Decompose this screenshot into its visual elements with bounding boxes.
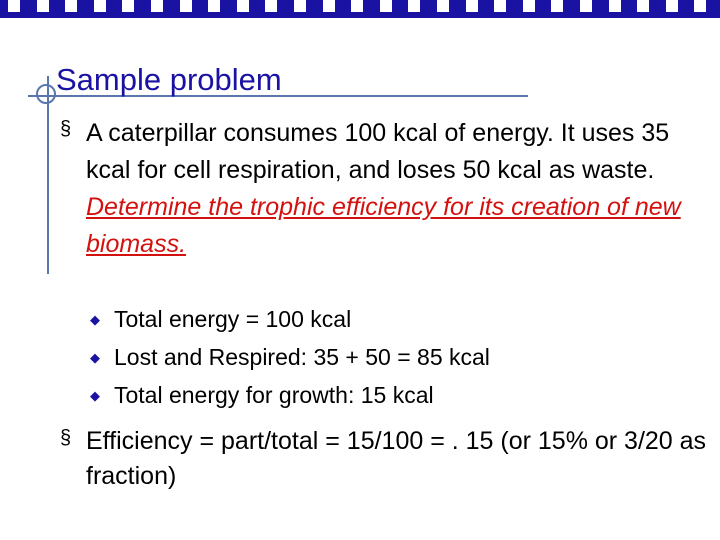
top-bar-square [551, 0, 563, 12]
square-bullet-icon: § [60, 118, 72, 140]
top-bar-square [666, 0, 678, 12]
bullet-1-text: A caterpillar consumes 100 kcal of energy. It uses 35 kcal for cell respiration, and loses 50 kcal as waste. [86, 119, 670, 184]
sub-item-1-text: Total energy = 100 kcal [114, 306, 352, 332]
slide-title: Sample problem [56, 62, 282, 97]
top-bar-square [265, 0, 277, 12]
sub-item-2 [90, 343, 490, 372]
top-bar-square [637, 0, 649, 12]
bullet-1-text-block [86, 115, 710, 263]
top-bar-square [208, 0, 220, 12]
top-bar-square [408, 0, 420, 12]
square-bullet-icon: § [60, 427, 72, 449]
top-bar-square [694, 0, 706, 12]
sub-item-2-text: Lost and Respired: 35 + 50 = 85 kcal [114, 344, 490, 370]
sub-item-1 [90, 305, 351, 334]
diamond-bullet-icon: ◆ [90, 350, 100, 365]
bullet-item-2 [60, 424, 710, 494]
top-bar-square [523, 0, 535, 12]
top-bar-square [180, 0, 192, 12]
sub-item-3 [90, 381, 434, 410]
bullet-item-1 [60, 115, 710, 263]
vertical-guide-line [47, 76, 49, 274]
diamond-bullet-icon: ◆ [90, 312, 100, 327]
bullet-2-text: Efficiency = part/total = 15/100 = . 15 (or 15% or 3/20 as fraction) [86, 427, 707, 490]
top-bar-square [437, 0, 449, 12]
top-bar-square [37, 0, 49, 12]
bullet-1-highlight: Determine the trophic efficiency for its creation of new biomass. [86, 193, 681, 258]
top-bar-square [94, 0, 106, 12]
top-bar-square [151, 0, 163, 12]
top-bar-square [8, 0, 20, 12]
top-bar-square [294, 0, 306, 12]
top-bar-square [351, 0, 363, 12]
top-bar-square [323, 0, 335, 12]
crosshair-circle [36, 84, 56, 104]
top-bar-square [122, 0, 134, 12]
top-bar-square [65, 0, 77, 12]
top-bar-square [380, 0, 392, 12]
diamond-bullet-icon: ◆ [90, 388, 100, 403]
top-decorative-bar [0, 0, 720, 18]
top-bar-square [580, 0, 592, 12]
top-bar-square [466, 0, 478, 12]
top-bar-square [237, 0, 249, 12]
top-bar-square [494, 0, 506, 12]
sub-item-3-text: Total energy for growth: 15 kcal [114, 382, 434, 408]
top-bar-square [609, 0, 621, 12]
